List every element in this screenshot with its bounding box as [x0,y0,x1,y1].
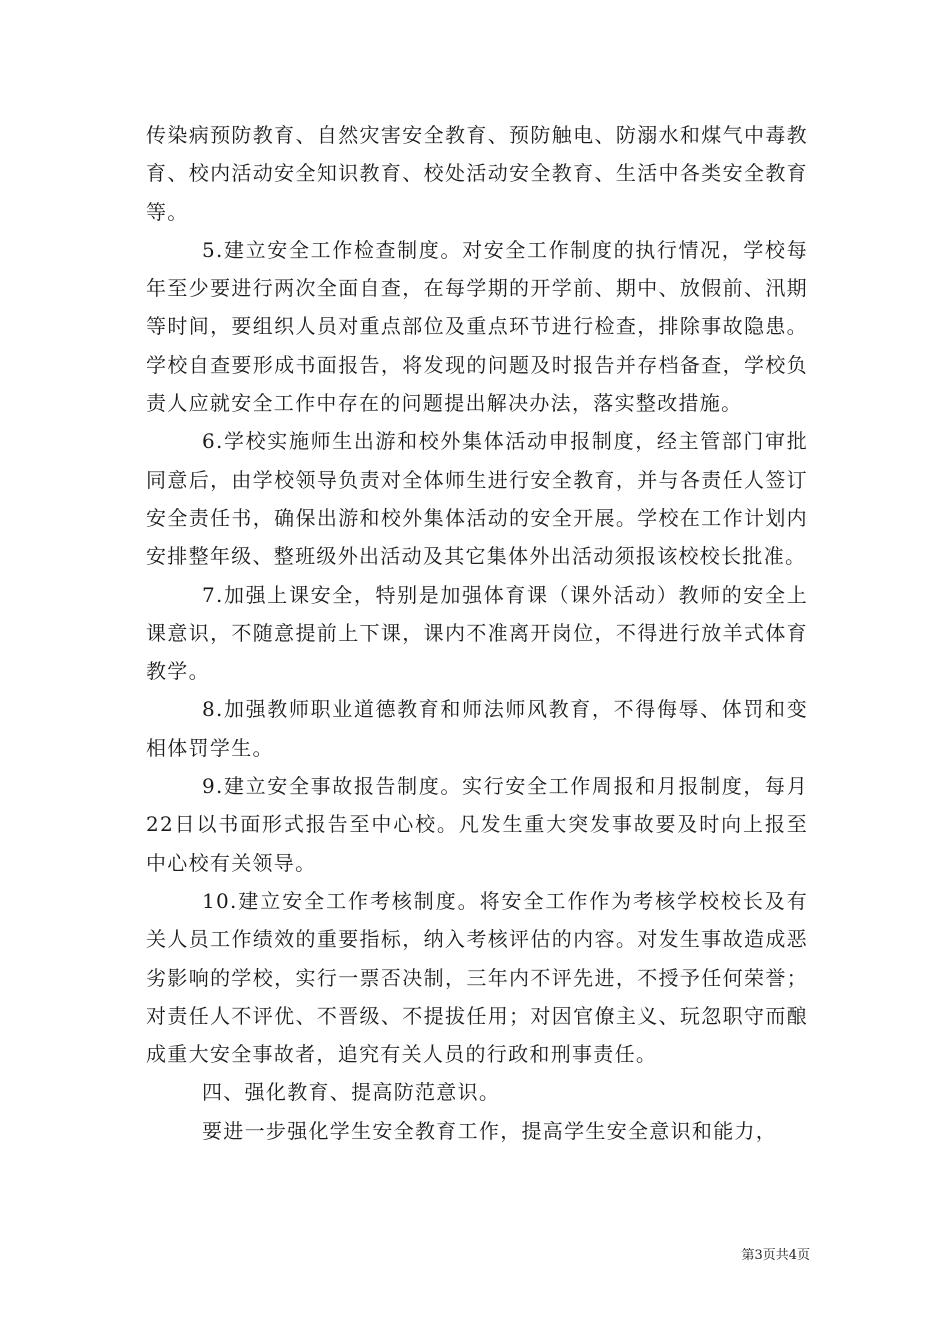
paragraph-item-5: 5.建立安全工作检查制度。对安全工作制度的执行情况，学校每年至少要进行两次全面自查，在每学期的开学前、期中、放假前、汛期等时间，要组织人员对重点部位及重点环节进行检查，排除事故隐患。学校自查要形成书面报告，将发现的问题及时报告并存档备查，学校负责人应就安全工作中存在的问题提出解决办法，落实整改措施。 [146,237,808,416]
paragraph-continuation: 传染病预防教育、自然灾害安全教育、预防触电、防溺水和煤气中毒教育、校内活动安全知识教育、校处活动安全教育、生活中各类安全教育等。 [146,123,808,224]
paragraph-section-4-intro: 要进一步强化学生安全教育工作，提高学生安全意识和能力， [202,1118,778,1143]
paragraph-item-9: 9.建立安全事故报告制度。实行安全工作周报和月报制度，每月22日以书面形式报告至中心校。凡发生重大突发事故要及时向上报至中心校有关领导。 [146,774,808,875]
document-body [146,116,808,1150]
paragraph-item-6: 6.学校实施师生出游和校外集体活动申报制度，经主管部门审批同意后，由学校领导负责对全体师生进行安全教育，并与各责任人签订安全责任书，确保出游和校外集体活动的安全开展。学校在工作计划内安排整年级、整班级外出活动及其它集体外出活动须报该校校长批准。 [146,429,808,569]
paragraph-item-10: 10.建立安全工作考核制度。将安全工作作为考核学校校长及有关人员工作绩效的重要指标，纳入考核评估的内容。对发生事故造成恶劣影响的学校，实行一票否决制，三年内不评先进，不授予任何荣誉；对责任人不评优、不晋级、不提拔任用；对因官僚主义、玩忽职守而酿成重大安全事故者，追究有关人员的行政和刑事责任。 [146,888,808,1067]
paragraph-item-8: 8.加强教师职业道德教育和师法师风教育，不得侮辱、体罚和变相体罚学生。 [146,697,808,760]
section-heading-4: 四、强化教育、提高防范意识。 [202,1080,501,1105]
paragraph-item-7: 7.加强上课安全，特别是加强体育课（课外活动）教师的安全上课意识，不随意提前上下课，课内不准离开岗位，不得进行放羊式体育教学。 [146,582,808,684]
page-number-footer: 第3页共4页 [741,1248,810,1263]
